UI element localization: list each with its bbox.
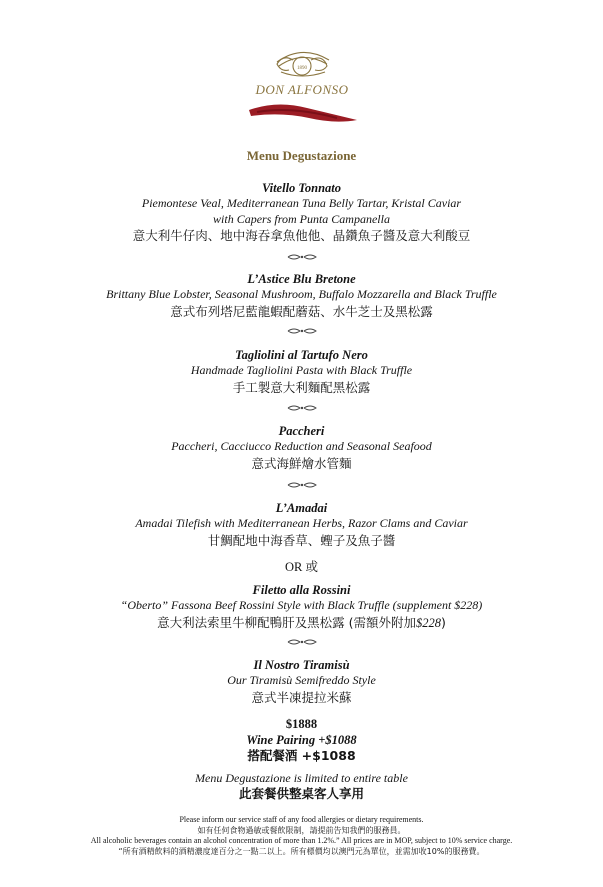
logo-emblem-icon [277, 52, 329, 76]
wine-pairing: Wine Pairing +$1088 [246, 733, 357, 747]
menu-price: $1888 [285, 717, 318, 731]
logo-brush-stroke [249, 104, 357, 121]
logo-wordmark: DON ALFONSO [255, 82, 349, 97]
course-desc: Handmade Tagliolini Pasta with Black Truffle [190, 363, 413, 377]
course-name: Tagliolini al Tartufo Nero [235, 348, 368, 362]
course-zh: 手工製意大利麵配黑松露 [232, 379, 371, 395]
limit-zh: 此套餐供整桌客人享用 [238, 786, 364, 801]
course-desc: Amadai Tilefish with Mediterranean Herbs, Razor Clams and Caviar [135, 516, 468, 530]
course-zh: 意式海鮮燴水管麵 [251, 455, 352, 471]
course-filetto-rossini [0, 582, 603, 632]
wine-pairing-zh: 搭配餐酒 +$1088 [247, 748, 356, 763]
menu-title: Menu Degustazione [246, 148, 357, 163]
ornament-divider-icon [286, 404, 318, 412]
course-zh: 甘鯛配地中海香草、蟶子及魚子醬 [207, 532, 396, 548]
logo-year: 1890 [297, 66, 307, 71]
ornament-divider-icon [286, 253, 318, 261]
course-name: Paccheri [278, 424, 325, 438]
don-alfonso-logo [237, 42, 367, 132]
course-name: Filetto alla Rossini [252, 583, 351, 597]
price-block [0, 716, 603, 764]
limit-en: Menu Degustazione is limited to entire table [195, 771, 408, 785]
course-desc: with Capers from Punta Campanella [213, 211, 390, 226]
course-zh: 意大利法索里牛柳配鴨肝及黑松露 (需額外附加$228) [157, 614, 446, 630]
ornament-divider-icon [286, 327, 318, 335]
ornament-divider-icon [286, 481, 318, 489]
course-zh: 意大利牛仔肉、地中海吞拿魚他他、晶鑽魚子醬及意大利酸豆 [132, 228, 471, 243]
course-zh: 意式半凍提拉米蘇 [251, 689, 352, 705]
footer-alcohol-zh: “所有酒精飲料的酒精濃度達百分之一點二以上。所有標價均以澳門元為單位，並需加收10%的服務費。 [118, 846, 485, 856]
course-desc: Our Tiramisù Semifreddo Style [227, 673, 376, 687]
footer-notes [0, 815, 603, 857]
course-desc: “Oberto” Fassona Beef Rossini Style with Black Truffle (supplement $228) [120, 598, 483, 612]
course-name: Vitello Tonnato [261, 181, 342, 195]
course-name: L’Amadai [275, 501, 328, 515]
course-vitello-tonnato [0, 180, 603, 244]
course-amadai [0, 500, 603, 549]
or-separator: OR 或 [285, 560, 318, 574]
footer-alcohol-en: All alcoholic beverages contain an alcohol concentration of more than 1.2%.” All prices are in MOP, subject to 10% service charge. [90, 836, 513, 845]
footer-allergy-en: Please inform our service staff of any food allergies or dietary requirements. [179, 815, 424, 824]
course-desc: Piemontese Veal, Mediterranean Tuna Belly Tartar, Kristal Caviar [141, 196, 462, 210]
course-astice-blu [0, 271, 603, 320]
table-limit-note [0, 770, 603, 802]
course-tiramisu [0, 657, 603, 706]
course-name: L’Astice Blu Bretone [247, 272, 356, 286]
course-name: Il Nostro Tiramisù [253, 658, 350, 672]
course-zh: 意式布列塔尼藍龍蝦配蘑菇、水牛芝士及黑松露 [170, 303, 433, 319]
course-paccheri [0, 423, 603, 472]
ornament-divider-icon [286, 638, 318, 646]
course-tagliolini [0, 347, 603, 396]
course-desc: Brittany Blue Lobster, Seasonal Mushroom, Buffalo Mozzarella and Black Truffle [106, 287, 497, 301]
footer-allergy-zh: 如有任何食物過敏或餐飲限制，請提前告知我們的服務員。 [197, 825, 406, 835]
course-desc: Paccheri, Cacciucco Reduction and Seasonal Seafood [171, 439, 432, 453]
